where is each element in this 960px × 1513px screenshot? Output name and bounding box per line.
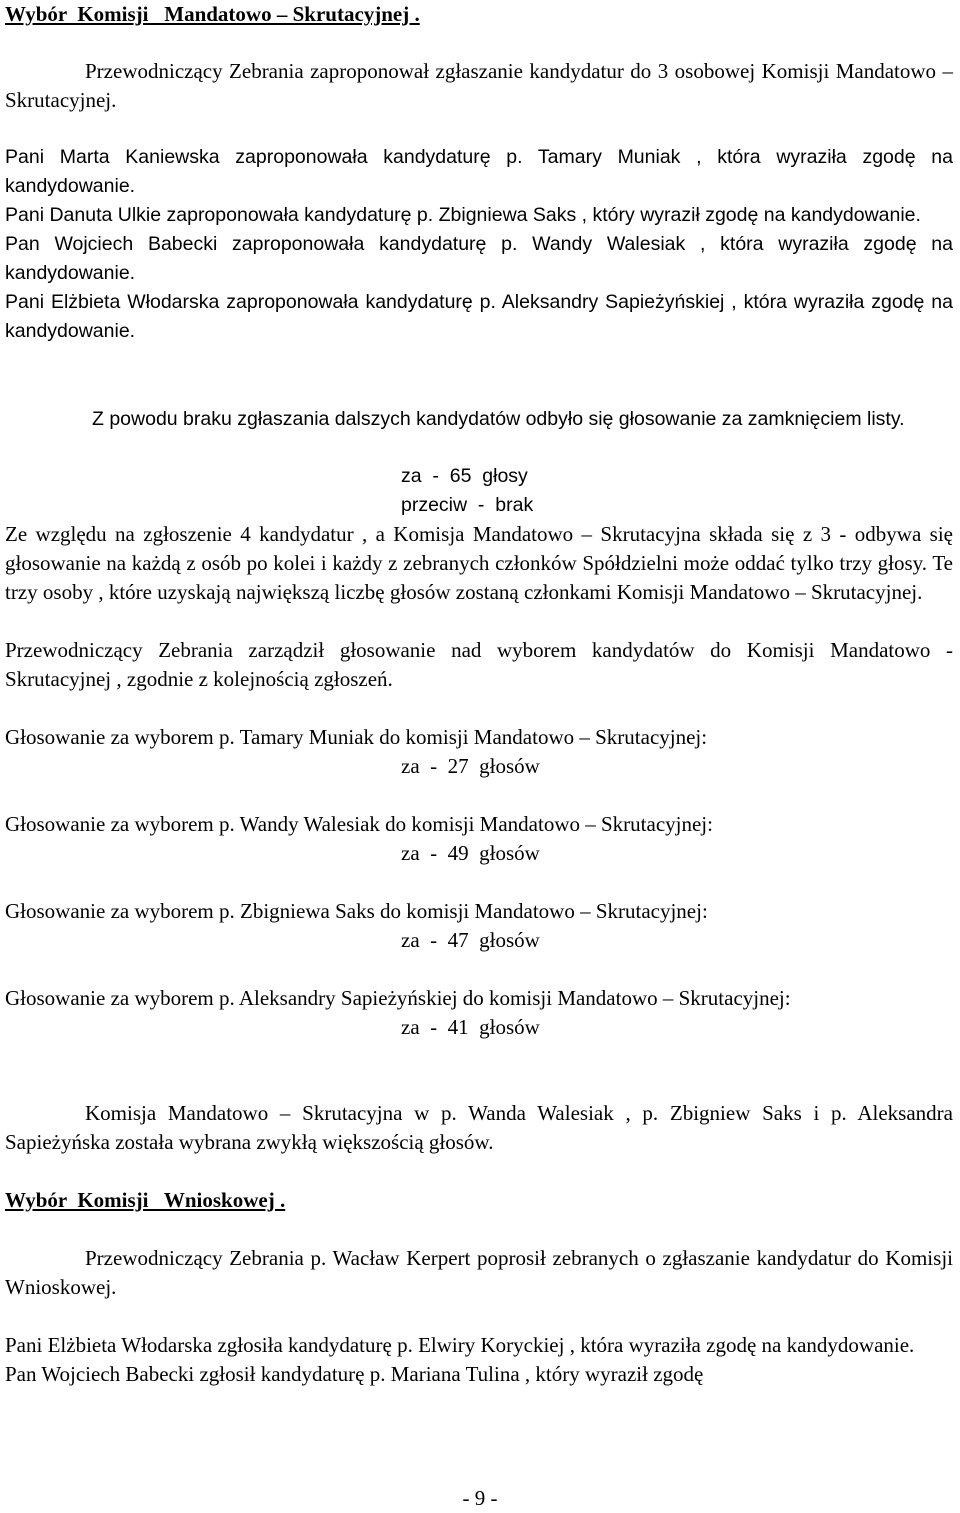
paragraph-intro: Przewodniczący Zebrania zaproponował zgłaszanie kandydatur do 3 osobowej Komisji Mandatowo – Skrutacyjnej. — [5, 59, 953, 112]
vote-block — [5, 723, 953, 781]
vote-description: Głosowanie za wyborem p. Zbigniewa Saks do komisji Mandatowo – Skrutacyjnej: — [5, 899, 708, 923]
vote-description: Głosowanie za wyborem p. Wandy Walesiak do komisji Mandatowo – Skrutacyjnej: — [5, 812, 713, 836]
proposals-list — [5, 1331, 953, 1389]
vote-description: Głosowanie za wyborem p. Aleksandry Sapieżyńskiej do komisji Mandatowo – Skrutacyjnej: — [5, 986, 791, 1010]
section-heading-mandate-committee: Wybór Komisji Mandatowo – Skrutacyjnej . — [5, 2, 420, 26]
vote-description: Głosowanie za wyborem p. Tamary Muniak do komisji Mandatowo – Skrutacyjnej: — [5, 725, 708, 749]
proposal-item: Pani Elżbieta Włodarska zaproponowała kandydaturę p. Aleksandry Sapieżyńskiej , która wyraziła zgodę na kandydowanie. — [5, 291, 953, 342]
proposal-item: Pan Wojciech Babecki zaproponowała kandydaturę p. Wandy Walesiak , która wyraziła zgodę na kandydowanie. — [5, 233, 953, 284]
vote-block — [5, 810, 953, 868]
proposal-item: Pani Marta Kaniewska zaproponowała kandydaturę p. Tamary Muniak , która wyraziła zgodę na kandydowanie. — [5, 146, 953, 197]
paragraph-explanation: Ze względu na zgłoszenie 4 kandydatur , a Komisja Mandatowo – Skrutacyjna składa się z 3 - odbywa się głosowanie na każdą z osób po kolei i każdy z zebranych członków Spółdzielni może oddać tylko trzy głosy. Te trzy osoby , które uzyskają największą liczbę głosów zostaną członkami Komisji Mandatowo – Skrutacyjnej. — [5, 522, 953, 604]
paragraph-closing-list: Z powodu braku zgłaszania dalszych kandydatów odbyło się głosowanie za zamknięciem listy. — [92, 408, 905, 430]
vote-block — [5, 897, 953, 955]
paragraph-voting-order: Przewodniczący Zebrania zarządził głosowanie nad wyborem kandydatów do Komisji Mandatowo - Skrutacyjnej , zgodnie z kolejnością zgłoszeń. — [5, 638, 953, 691]
proposal-item: Pan Wojciech Babecki zgłosił kandydaturę p. Mariana Tulina , który wyraził zgodę — [5, 1362, 704, 1386]
section-heading-motions-committee: Wybór Komisji Wnioskowej . — [5, 1188, 286, 1212]
vote-result-for: za - 65 głosy — [401, 465, 528, 487]
proposal-item: Pani Elżbieta Włodarska zgłosiła kandydaturę p. Elwiry Koryckiej , która wyraziła zgodę na kandydowanie. — [5, 1333, 915, 1357]
paragraph-conclusion: Komisja Mandatowo – Skrutacyjna w p. Wanda Walesiak , p. Zbigniew Saks i p. Aleksandra Sapieżyńska została wybrana zwykłą większością głosów. — [5, 1101, 953, 1154]
proposals-list — [5, 143, 953, 346]
page-number: - 9 - — [462, 1486, 498, 1510]
vote-result: za - 47 głosów — [401, 928, 540, 952]
proposal-item: Pani Danuta Ulkie zaproponowała kandydaturę p. Zbigniewa Saks , który wyraził zgodę na kandydowanie. — [5, 204, 921, 226]
vote-result: za - 41 głosów — [401, 1015, 540, 1039]
vote-result-against: przeciw - brak — [401, 494, 534, 516]
vote-block — [5, 984, 953, 1042]
vote-result: za - 49 głosów — [401, 841, 540, 865]
paragraph-intro: Przewodniczący Zebrania p. Wacław Kerpert poprosił zebranych o zgłaszanie kandydatur do Komisji Wnioskowej. — [5, 1246, 953, 1299]
vote-result: za - 27 głosów — [401, 754, 540, 778]
